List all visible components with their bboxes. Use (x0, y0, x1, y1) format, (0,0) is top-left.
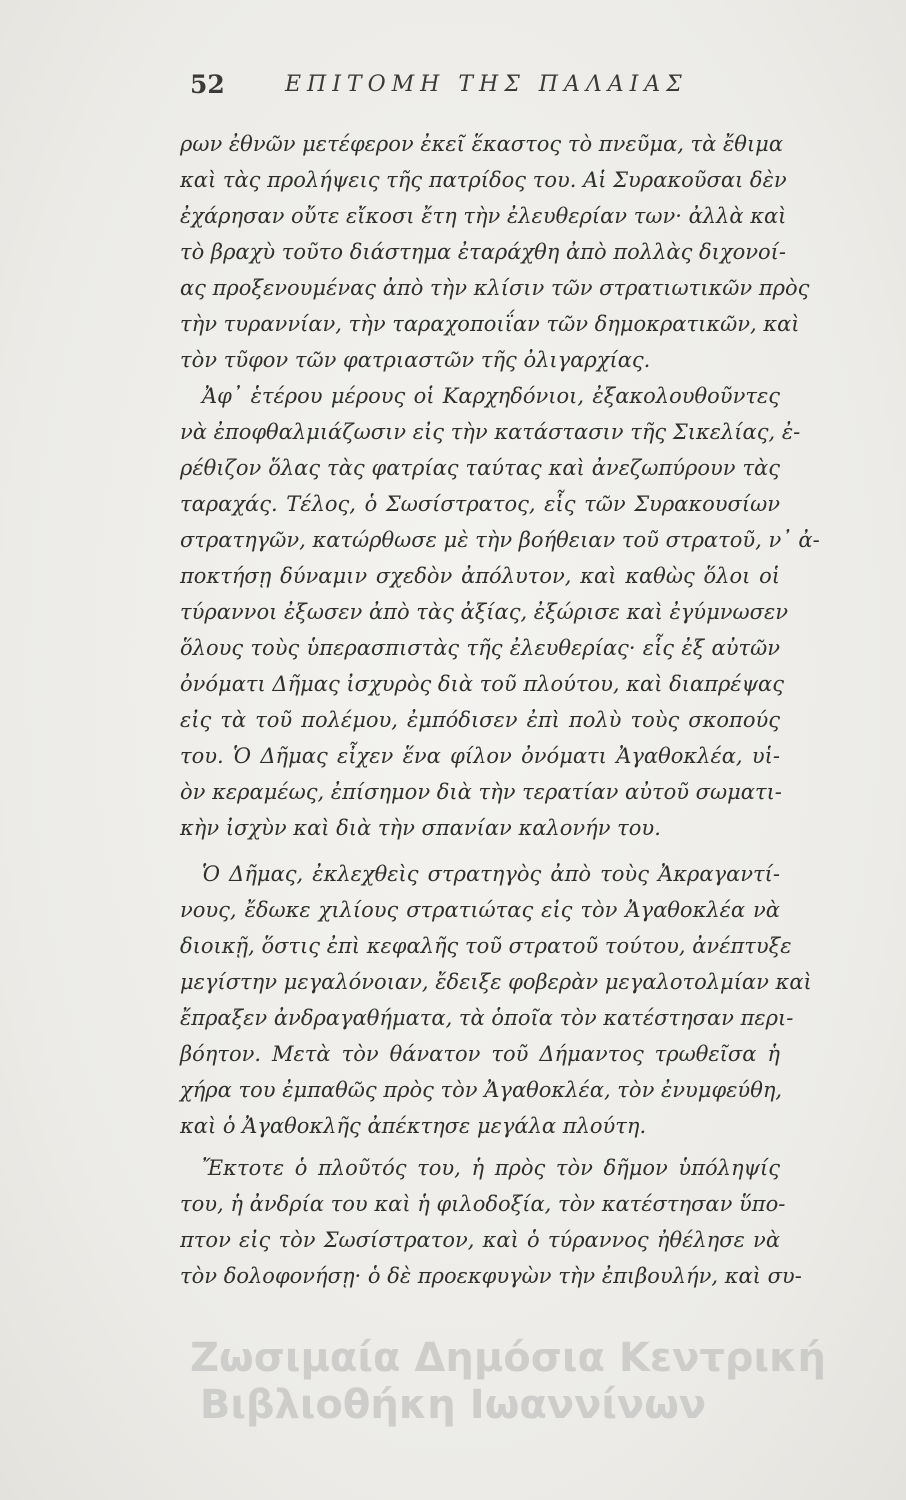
text-line: χήρα του ἐμπαθῶς πρὸς τὸν Ἀγαθοκλέα, τὸν ἐνυμφεύθη, (180, 1078, 783, 1102)
page-number: 52 (190, 70, 225, 99)
text-line: καὶ τὰς προλήψεις τῆς πατρίδος του. Αἱ Συρακοῦσαι δὲν (180, 168, 787, 192)
text-line: του, ἡ ἀνδρία του καὶ ἡ φιλοδοξία, τὸν κατέστησαν ὕπο- (180, 1192, 786, 1216)
text-line: εἰς τὰ τοῦ πολέμου, ἐμπόδισεν ἐπὶ πολὺ τοὺς σκοπούς (180, 708, 780, 732)
text-line: τὸν τῦφον τῶν φατριαστῶν τῆς ὀλιγαρχίας. (180, 348, 651, 372)
text-line: ἐχάρησαν οὔτε εἴκοσι ἔτη τὴν ἐλευθερίαν των· ἀλλὰ καὶ (180, 204, 787, 228)
text-line: ρων ἐθνῶν μετέφερον ἐκεῖ ἕκαστος τὸ πνεῦμα, τὰ ἔθιμα (180, 132, 784, 156)
text-line: πτον εἰς τὸν Σωσίστρατον, καὶ ὁ τύραννος ἠθέλησε νὰ (180, 1228, 780, 1252)
text-line: ὸν κεραμέως, ἐπίσημον διὰ τὴν τερατίαν αὐτοῦ σωματι- (180, 780, 782, 804)
text-line: ὅλους τοὺς ὑπερασπιστὰς τῆς ἐλευθερίας· εἷς ἐξ αὐτῶν (180, 636, 780, 660)
text-line: τὴν τυραννίαν, τὴν ταραχοποιΐαν τῶν δημοκρατικῶν, καὶ (180, 312, 800, 336)
text-line: στρατηγῶν, κατώρθωσε μὲ τὴν βοήθειαν τοῦ στρατοῦ, ν᾽ ἀ- (180, 528, 820, 552)
text-line: ας προξενουμένας ἀπὸ τὴν κλίσιν τῶν στρατιωτικῶν πρὸς (180, 276, 810, 300)
text-line: νους, ἔδωκε χιλίους στρατιώτας εἰς τὸν Ἀγαθοκλέα νὰ (180, 898, 780, 922)
text-line: διοικῇ, ὅστις ἐπὶ κεφαλῆς τοῦ στρατοῦ τούτου, ἀνέπτυξε (180, 934, 792, 958)
library-watermark-line-1: Ζωσιμαία Δημόσια Κεντρική (189, 1335, 827, 1381)
text-line: νὰ ἐποφθαλμιάζωσιν εἰς τὴν κατάστασιν τῆς Σικελίας, ἐ- (180, 420, 801, 444)
text-line: τὸν δολοφονήσῃ· ὁ δὲ προεκφυγὼν τὴν ἐπιβουλήν, καὶ συ- (180, 1264, 802, 1288)
text-line: τὸ βραχὺ τοῦτο διάστημα ἐταράχθη ἀπὸ πολλὰς διχονοί- (180, 240, 787, 264)
text-line: Ἀφ᾽ ἑτέρου μέρους οἱ Καρχηδόνιοι, ἐξακολουθοῦντες (202, 384, 780, 408)
text-line: ποκτήσῃ δύναμιν σχεδὸν ἀπόλυτον, καὶ καθὼς ὅλοι οἱ (180, 564, 780, 588)
text-line: μεγίστην μεγαλόνοιαν, ἔδειξε φοβερὰν μεγαλοτολμίαν καὶ (180, 970, 812, 994)
text-line: κὴν ἰσχὺν καὶ διὰ τὴν σπανίαν καλονήν του. (180, 816, 661, 840)
text-line: βόητον. Μετὰ τὸν θάνατον τοῦ Δήμαντος τρωθεῖσα ἡ (180, 1042, 780, 1066)
text-line: ρέθιζον ὅλας τὰς φατρίας ταύτας καὶ ἀνεζωπύρουν τὰς (180, 456, 780, 480)
text-line: ταραχάς. Τέλος, ὁ Σωσίστρατος, εἷς τῶν Συρακουσίων (180, 492, 780, 516)
text-line: ἔπραξεν ἀνδραγαθήματα, τὰ ὁποῖα τὸν κατέστησαν περι- (180, 1006, 794, 1030)
text-line: Ἔκτοτε ὁ πλοῦτός του, ἡ πρὸς τὸν δῆμον ὑπόληψίς (202, 1156, 780, 1180)
text-line: καὶ ὁ Ἀγαθοκλῆς ἀπέκτησε μεγάλα πλούτη. (180, 1114, 647, 1138)
text-line: ὀνόματι Δῆμας ἰσχυρὸς διὰ τοῦ πλούτου, καὶ διαπρέψας (180, 672, 784, 696)
text-line: του. Ὁ Δῆμας εἶχεν ἕνα φίλον ὀνόματι Ἀγαθοκλέα, υἱ- (180, 744, 780, 768)
running-title: ΕΠΙΤΟΜΗ ΤΗΣ ΠΑΛΑΙΑΣ (285, 72, 688, 97)
text-line: τύραννοι ἐξωσεν ἀπὸ τὰς ἀξίας, ἐξώρισε καὶ ἐγύμνωσεν (180, 600, 788, 624)
page-header (190, 70, 750, 110)
text-line: Ὁ Δῆμας, ἐκλεχθεὶς στρατηγὸς ἀπὸ τοὺς Ἀκραγαντί- (202, 862, 780, 886)
library-watermark-line-2: Βιβλιοθήκη Ιωαννίνων (199, 1382, 707, 1428)
